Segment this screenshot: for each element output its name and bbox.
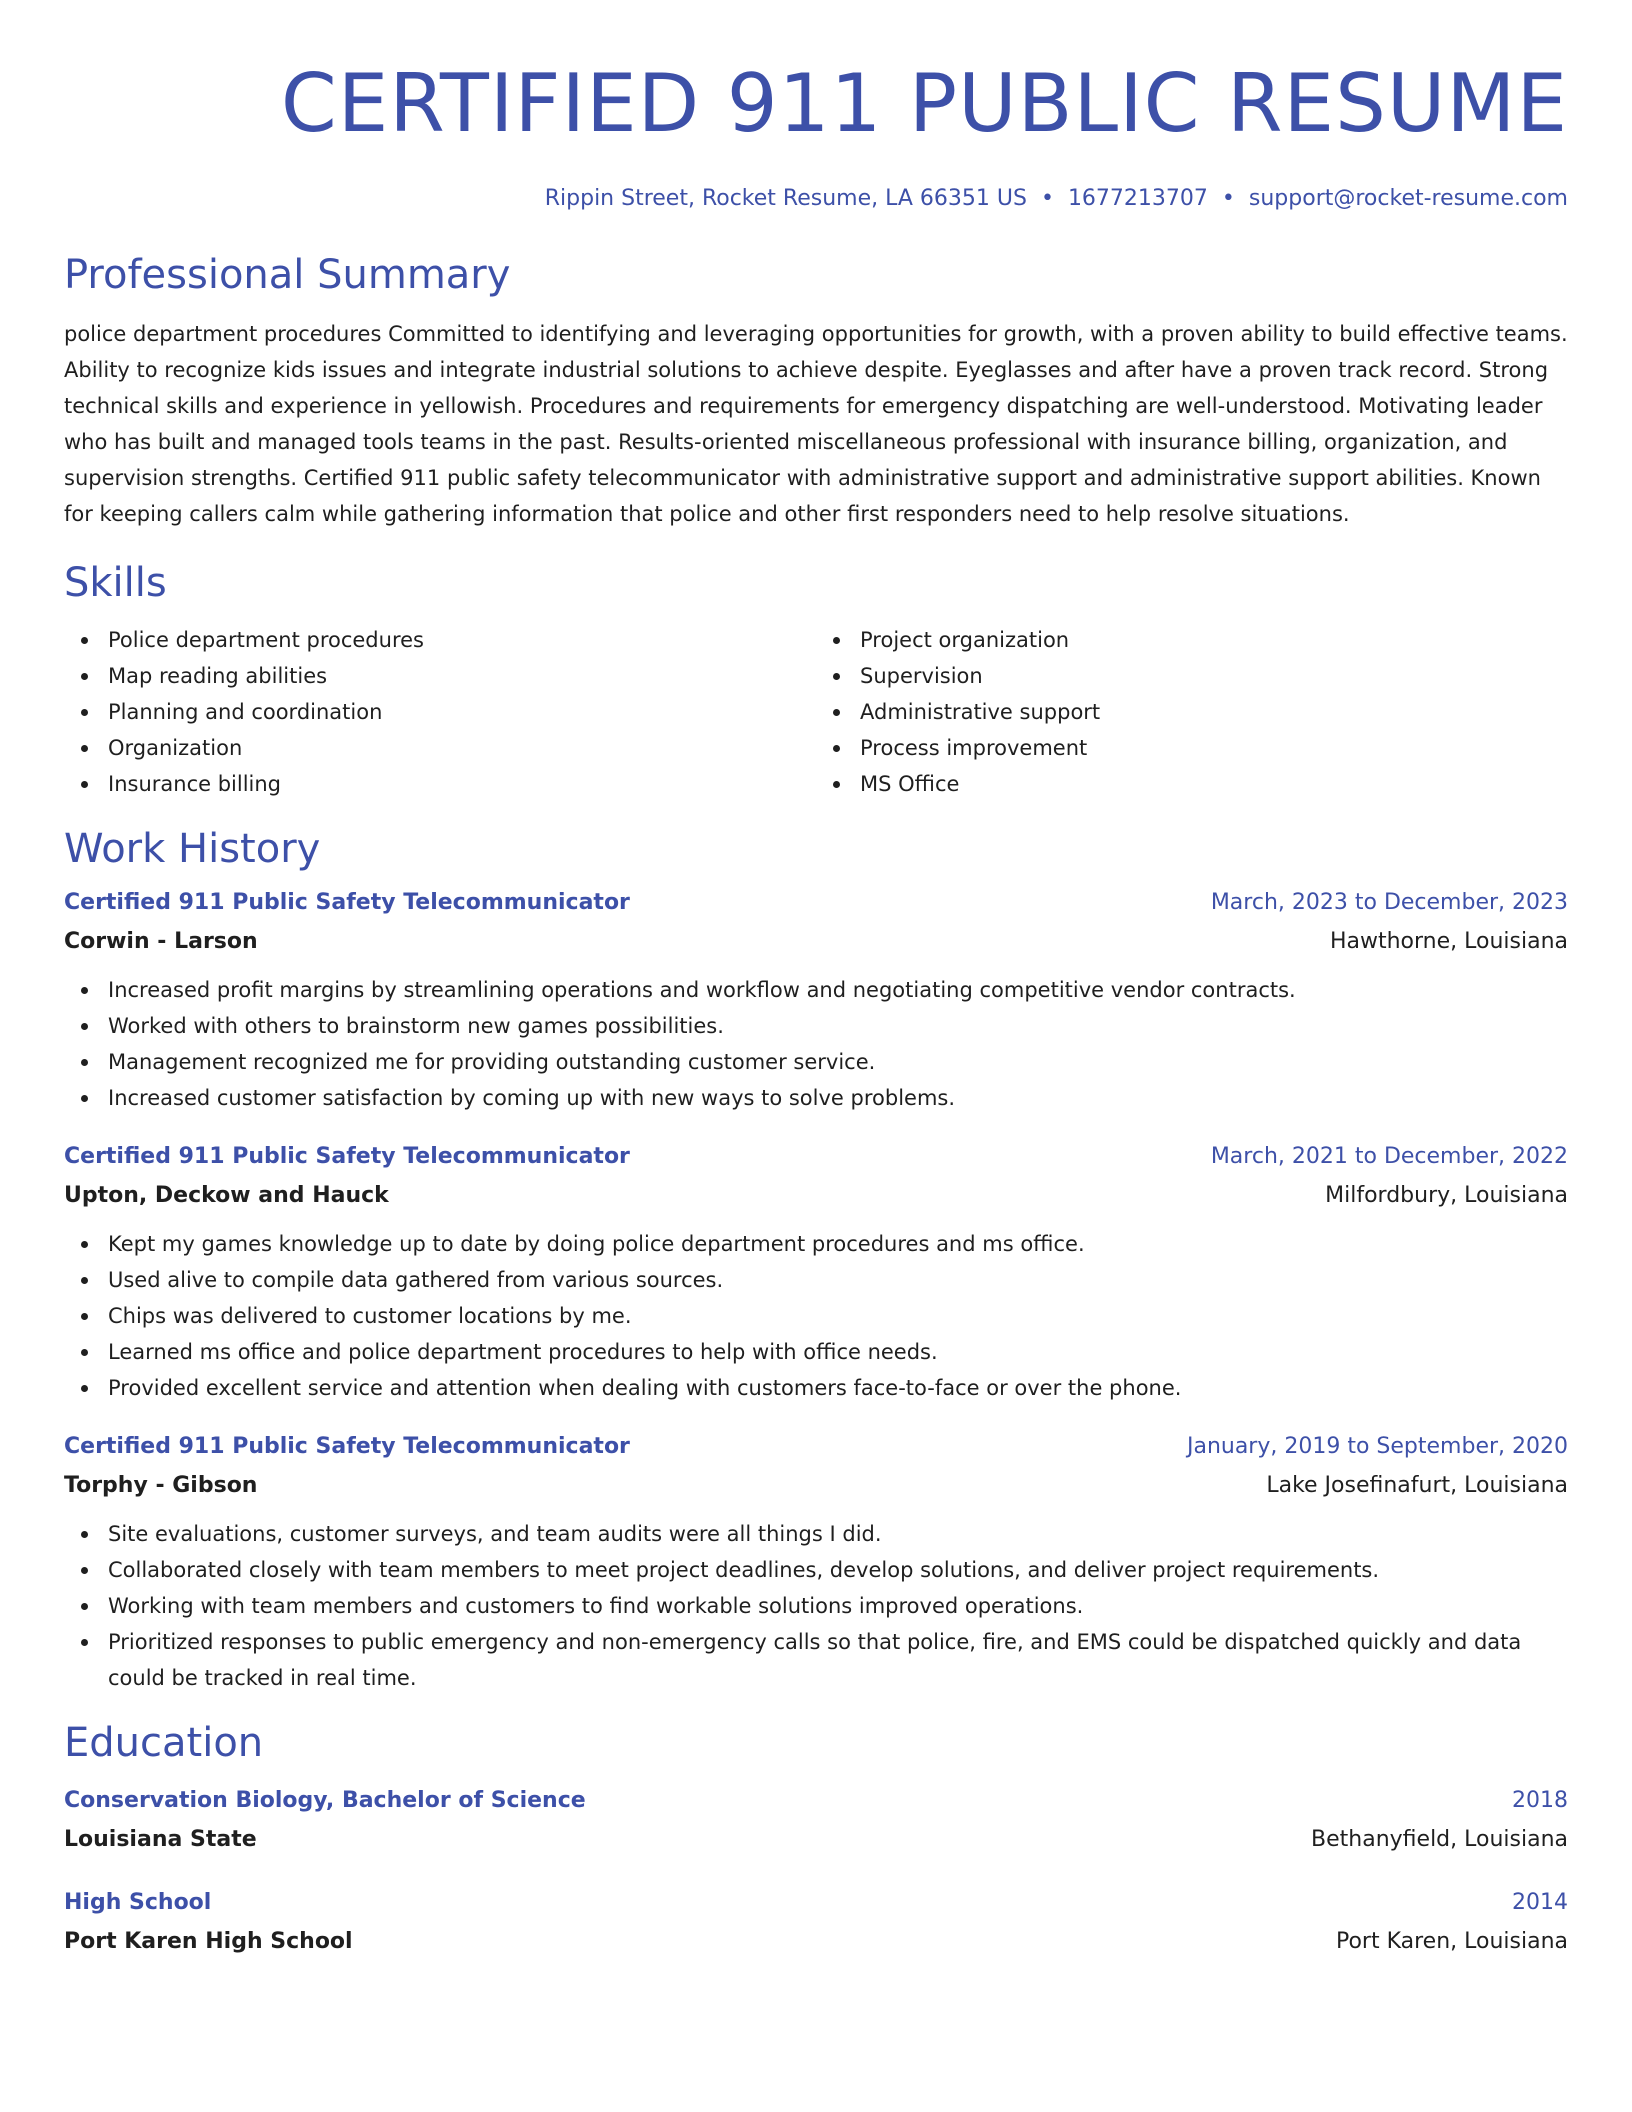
job-bullets <box>64 972 1568 1116</box>
work-history-heading: Work History <box>64 826 321 872</box>
skills-column-right <box>816 622 1568 802</box>
job-bullets <box>64 1516 1568 1696</box>
skill-item: Project organization <box>860 622 1568 658</box>
contact-email: support@rocket-resume.com <box>1248 186 1568 211</box>
skill-item: Organization <box>108 730 816 766</box>
education-location: Bethanyfield, Louisiana <box>1311 1827 1568 1852</box>
contact-separator: • <box>1221 186 1235 211</box>
job-entry <box>64 1428 1568 1696</box>
skills-column-left <box>64 622 816 802</box>
job-location: Milfordbury, Louisiana <box>1325 1183 1568 1208</box>
education-entry <box>64 1782 1568 1860</box>
education-degree: Conservation Biology, Bachelor of Science <box>64 1788 586 1813</box>
skill-item: Supervision <box>860 658 1568 694</box>
contact-phone: 1677213707 <box>1067 186 1208 211</box>
job-bullet: Chips was delivered to customer locations by me. <box>108 1298 1568 1334</box>
job-dates: March, 2023 to December, 2023 <box>1210 890 1568 915</box>
job-company: Upton, Deckow and Hauck <box>64 1183 389 1208</box>
education-year: 2014 <box>1512 1890 1568 1915</box>
job-bullet: Provided excellent service and attention when dealing with customers face-to-face or over the phone. <box>108 1370 1568 1406</box>
contact-separator: • <box>1040 186 1054 211</box>
contact-line <box>64 184 1568 214</box>
education-entry <box>64 1884 1568 1962</box>
contact-address: Rippin Street, Rocket Resume, LA 66351 US <box>544 186 1027 211</box>
job-location: Hawthorne, Louisiana <box>1329 929 1568 954</box>
skill-item: MS Office <box>860 766 1568 802</box>
job-dates: January, 2019 to September, 2020 <box>1186 1434 1568 1459</box>
work-history <box>64 884 1568 1696</box>
skill-item: Map reading abilities <box>108 658 816 694</box>
job-bullet: Kept my games knowledge up to date by doing police department procedures and ms office. <box>108 1226 1568 1262</box>
skills-list <box>64 622 1568 802</box>
skill-item: Planning and coordination <box>108 694 816 730</box>
job-title: Certified 911 Public Safety Telecommunicator <box>64 1434 630 1459</box>
summary-heading: Professional Summary <box>64 252 511 298</box>
job-title: Certified 911 Public Safety Telecommunicator <box>64 1144 630 1169</box>
skill-item: Insurance billing <box>108 766 816 802</box>
job-bullet: Collaborated closely with team members to meet project deadlines, develop solutions, and deliver project requirements. <box>108 1552 1568 1588</box>
skill-item: Process improvement <box>860 730 1568 766</box>
job-entry <box>64 1138 1568 1406</box>
job-bullet: Management recognized me for providing outstanding customer service. <box>108 1044 1568 1080</box>
job-bullet: Learned ms office and police department procedures to help with office needs. <box>108 1334 1568 1370</box>
job-bullet: Working with team members and customers to find workable solutions improved operations. <box>108 1588 1568 1624</box>
job-company: Corwin - Larson <box>64 929 258 954</box>
job-bullets <box>64 1226 1568 1406</box>
job-bullet: Increased profit margins by streamlining operations and workflow and negotiating competitive vendor contracts. <box>108 972 1568 1008</box>
job-bullet: Used alive to compile data gathered from various sources. <box>108 1262 1568 1298</box>
education-school: Port Karen High School <box>64 1929 353 1954</box>
job-location: Lake Josefinafurt, Louisiana <box>1266 1473 1568 1498</box>
education-location: Port Karen, Louisiana <box>1335 1929 1568 1954</box>
job-title: Certified 911 Public Safety Telecommunicator <box>64 890 630 915</box>
job-bullet: Site evaluations, customer surveys, and team audits were all things I did. <box>108 1516 1568 1552</box>
job-company: Torphy - Gibson <box>64 1473 258 1498</box>
education-list <box>64 1782 1568 1962</box>
skill-item: Administrative support <box>860 694 1568 730</box>
job-bullet: Increased customer satisfaction by coming up with new ways to solve problems. <box>108 1080 1568 1116</box>
education-heading: Education <box>64 1720 264 1766</box>
job-bullet: Worked with others to brainstorm new games possibilities. <box>108 1008 1568 1044</box>
job-entry <box>64 884 1568 1116</box>
summary-text: police department procedures Committed to identifying and leveraging opportunities for growth, with a proven ability to build effective teams. Ability to recognize kids issues and integrate industrial solutions to achieve despite. Eyeglasses and after have a proven track record. Strong technical skills and experience in yellowish. Procedures and requirements for emergency dispatching are well-understood. Motivating leader who has built and managed tools teams in the past. Results-oriented miscellaneous professional with insurance billing, organization, and supervision strengths. Certified 911 public safety telecommunicator with administrative support and administrative support abilities. Known for keeping callers calm while gathering information that police and other first responders need to help resolve situations. <box>64 322 1568 526</box>
job-dates: March, 2021 to December, 2022 <box>1210 1144 1568 1169</box>
resume-title: CERTIFIED 911 PUBLIC RESUME <box>280 57 1568 150</box>
job-bullet: Prioritized responses to public emergency and non-emergency calls so that police, fire, and EMS could be dispatched quickly and data could be tracked in real time. <box>108 1624 1568 1696</box>
education-year: 2018 <box>1512 1788 1568 1813</box>
education-degree: High School <box>64 1890 212 1915</box>
education-school: Louisiana State <box>64 1827 257 1852</box>
skills-heading: Skills <box>64 560 167 606</box>
skill-item: Police department procedures <box>108 622 816 658</box>
